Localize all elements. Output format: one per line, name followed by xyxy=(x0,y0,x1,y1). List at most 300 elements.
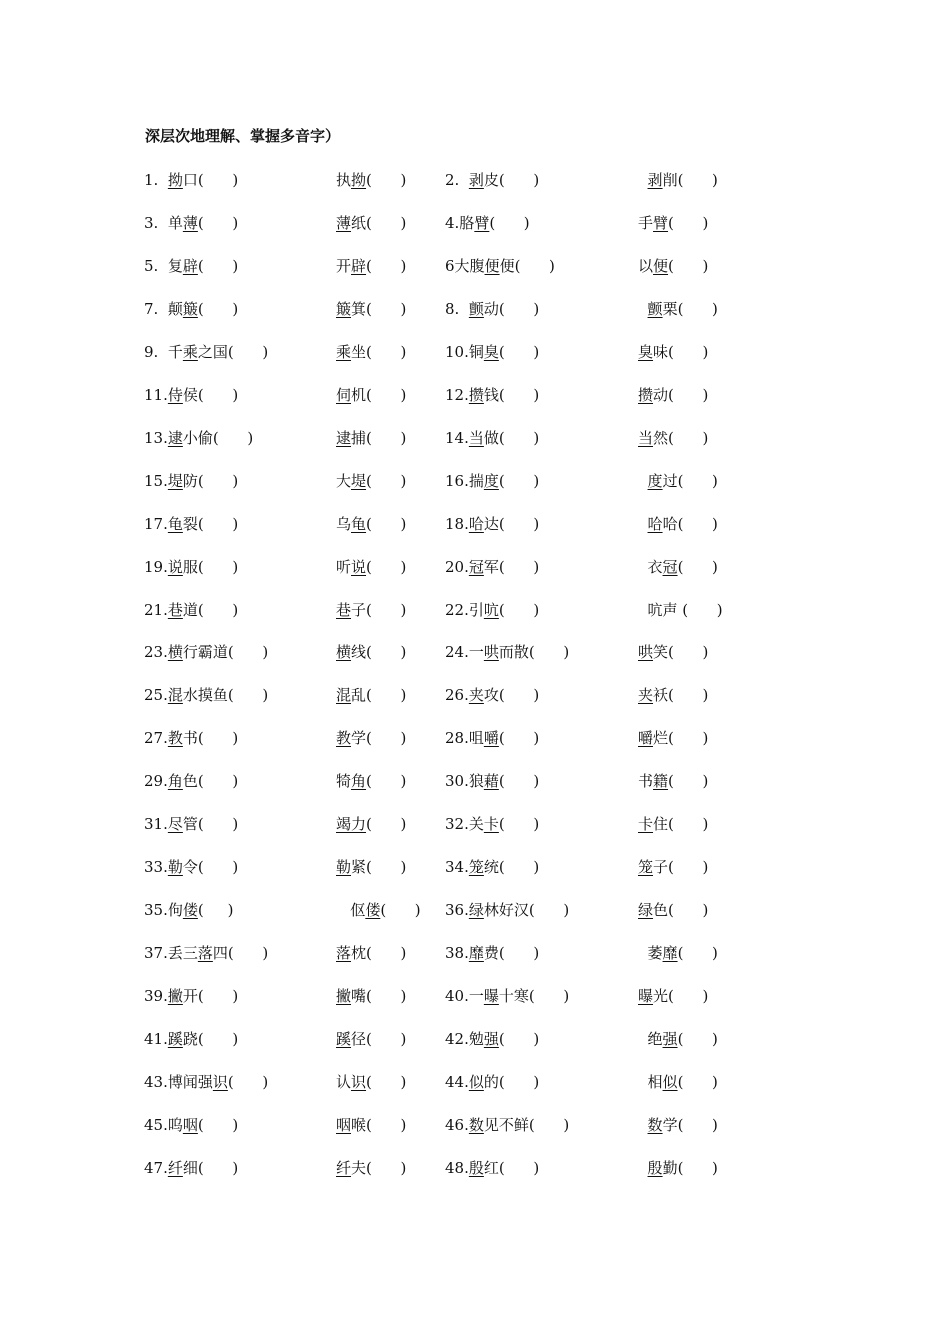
polyphone-char: 攒 xyxy=(468,385,484,404)
word-item xyxy=(336,298,406,320)
word-suffix-blank: ( ) xyxy=(498,342,540,361)
word-prefix xyxy=(638,300,648,318)
word-item xyxy=(445,641,569,663)
polyphone-char: 拗 xyxy=(351,171,367,189)
word-suffix-blank: 动( ) xyxy=(483,299,540,318)
word-prefix: 47. xyxy=(144,1158,168,1177)
word-suffix-blank: ( ) xyxy=(498,815,540,834)
exercise-row xyxy=(0,341,950,365)
word-prefix xyxy=(638,171,648,189)
word-item xyxy=(638,641,708,663)
word-suffix-blank: 勤( ) xyxy=(662,1158,718,1177)
polyphone-char: 落 xyxy=(336,944,352,963)
word-prefix: 绝 xyxy=(638,1030,663,1048)
word-suffix-blank: 书( ) xyxy=(182,729,239,748)
word-suffix-blank: 捕( ) xyxy=(351,428,407,447)
polyphone-char: 数 xyxy=(468,1115,484,1134)
polyphone-char: 混 xyxy=(167,686,183,705)
word-suffix-blank: 四( ) xyxy=(212,944,269,963)
word-item xyxy=(445,727,539,749)
word-suffix-blank: 费( ) xyxy=(483,944,540,963)
polyphone-char: 辟 xyxy=(351,256,367,275)
word-prefix: 26. xyxy=(445,686,469,705)
word-prefix: 16.揣 xyxy=(445,471,484,490)
word-item xyxy=(445,1028,539,1050)
word-item xyxy=(144,727,238,749)
word-prefix: 5. 复 xyxy=(144,256,183,275)
word-suffix-blank: 钱( ) xyxy=(483,385,540,404)
word-item xyxy=(638,255,708,277)
polyphone-char: 颤 xyxy=(647,299,663,318)
word-suffix-blank: 光( ) xyxy=(653,987,709,1006)
word-suffix-blank: 味( ) xyxy=(653,342,709,361)
word-item xyxy=(638,341,708,363)
word-item xyxy=(144,1157,238,1179)
word-suffix-blank: 林好汉( ) xyxy=(483,901,570,920)
polyphone-char: 似 xyxy=(468,1072,484,1091)
polyphone-char: 撇 xyxy=(167,987,183,1006)
word-item xyxy=(445,556,539,578)
word-item xyxy=(336,1157,406,1179)
word-item xyxy=(638,384,708,406)
word-item xyxy=(336,985,406,1007)
polyphone-char: 薄 xyxy=(182,213,198,232)
polyphone-char: 蹊 xyxy=(167,1030,183,1048)
word-suffix-blank: ( ) xyxy=(380,901,421,920)
word-prefix: 9. 千 xyxy=(144,342,183,361)
word-item xyxy=(638,770,708,792)
word-item xyxy=(638,684,708,706)
word-suffix-blank: 紧( ) xyxy=(351,858,407,877)
word-suffix-blank: 的( ) xyxy=(483,1072,540,1091)
word-suffix-blank: ( ) xyxy=(197,901,234,920)
polyphone-char: 堤 xyxy=(351,471,367,490)
word-prefix: 32.关 xyxy=(445,815,484,834)
word-prefix: 24.一 xyxy=(445,643,484,662)
word-suffix-blank: 十寒( ) xyxy=(498,987,570,1006)
word-suffix-blank: 之国( ) xyxy=(197,342,269,361)
polyphone-char: 侍 xyxy=(167,385,183,404)
word-suffix-blank: ( ) xyxy=(366,514,407,533)
polyphone-char: 哄 xyxy=(638,643,654,662)
polyphone-char: 龟 xyxy=(167,514,183,533)
polyphone-char: 笼 xyxy=(638,858,654,877)
exercise-row xyxy=(0,899,950,923)
word-suffix-blank: 乱( ) xyxy=(351,686,407,705)
word-prefix: 执 xyxy=(336,171,352,189)
polyphone-char: 混 xyxy=(336,686,352,705)
word-suffix-blank: 色( ) xyxy=(182,772,239,791)
polyphone-char: 殷 xyxy=(468,1158,484,1177)
word-prefix: 35.佝 xyxy=(144,901,183,920)
polyphone-char: 靡 xyxy=(468,944,484,963)
exercise-row xyxy=(0,255,950,279)
word-item xyxy=(638,212,708,234)
word-prefix xyxy=(638,1159,648,1177)
word-prefix: 相 xyxy=(638,1072,663,1091)
polyphone-char: 便 xyxy=(653,256,669,275)
word-item xyxy=(144,985,238,1007)
word-item xyxy=(336,384,406,406)
polyphone-char: 曝 xyxy=(638,987,654,1006)
polyphone-char: 辟 xyxy=(182,256,198,275)
polyphone-char: 强 xyxy=(662,1030,678,1048)
word-suffix-blank: ( ) xyxy=(498,772,540,791)
word-item xyxy=(144,427,253,449)
polyphone-char: 靡 xyxy=(662,944,678,963)
word-suffix-blank: 便( ) xyxy=(499,256,555,275)
word-item xyxy=(144,298,238,320)
word-suffix-blank: ( ) xyxy=(498,471,540,490)
word-item xyxy=(336,684,406,706)
word-item xyxy=(336,341,406,363)
word-suffix-blank: ( ) xyxy=(366,1072,407,1091)
word-prefix: 大 xyxy=(336,471,352,490)
word-prefix: 8. xyxy=(445,299,469,318)
word-suffix-blank: 小偷( ) xyxy=(182,428,254,447)
word-prefix: 23. xyxy=(144,643,168,662)
polyphone-char: 乘 xyxy=(336,342,352,361)
word-suffix-blank: 学( ) xyxy=(351,729,407,748)
word-prefix: 手 xyxy=(638,213,654,232)
word-item xyxy=(445,470,539,492)
word-item xyxy=(144,513,238,535)
word-suffix-blank: 坐( ) xyxy=(351,342,407,361)
word-item xyxy=(144,770,238,792)
word-item xyxy=(144,856,238,878)
word-suffix-blank: 见不鲜( ) xyxy=(483,1115,570,1134)
polyphone-char: 当 xyxy=(638,428,654,447)
word-suffix-blank: ( ) xyxy=(366,772,407,791)
word-item xyxy=(445,942,539,964)
word-item xyxy=(336,427,406,449)
word-suffix-blank: 削( ) xyxy=(662,171,718,189)
word-prefix: 42.勉 xyxy=(445,1030,484,1048)
polyphone-char: 巷 xyxy=(336,600,352,619)
polyphone-char: 哈 xyxy=(468,514,484,533)
polyphone-char: 剥 xyxy=(468,171,484,189)
word-item xyxy=(445,899,569,921)
word-suffix-blank: 然( ) xyxy=(653,428,709,447)
word-item xyxy=(336,1028,406,1050)
word-item xyxy=(144,942,268,964)
word-prefix: 4.胳 xyxy=(445,213,475,232)
word-item xyxy=(144,556,238,578)
word-prefix: 29. xyxy=(144,772,168,791)
exercise-row xyxy=(0,470,950,494)
word-prefix: 以 xyxy=(638,256,654,275)
word-item xyxy=(336,727,406,749)
word-prefix: 25. xyxy=(144,686,168,705)
polyphone-char: 偻 xyxy=(365,901,381,920)
word-suffix-blank: ( ) xyxy=(366,815,407,834)
word-suffix-blank: ( ) xyxy=(668,256,709,275)
word-prefix xyxy=(638,515,648,533)
polyphone-char: 说 xyxy=(351,557,367,576)
word-suffix-blank: 子( ) xyxy=(653,858,709,877)
word-item xyxy=(638,1114,718,1136)
polyphone-char: 横 xyxy=(336,643,352,662)
exercise-row xyxy=(0,942,950,966)
word-prefix: 衣 xyxy=(638,557,663,576)
polyphone-char: 逮 xyxy=(336,428,352,447)
polyphone-char: 臭 xyxy=(638,342,654,361)
word-prefix: 犄 xyxy=(336,772,352,791)
word-suffix-blank: 口( ) xyxy=(182,171,239,189)
exercise-row xyxy=(0,1157,950,1181)
word-item xyxy=(445,298,539,320)
word-prefix: 乌 xyxy=(336,514,352,533)
word-suffix-blank: 哈( ) xyxy=(662,514,718,533)
word-suffix-blank: 行霸道( ) xyxy=(182,643,269,662)
word-suffix-blank: 令( ) xyxy=(182,858,239,877)
word-item xyxy=(638,1028,718,1050)
word-suffix-blank: 服( ) xyxy=(182,557,239,576)
polyphone-char: 堤 xyxy=(167,471,183,490)
polyphone-char: 伺 xyxy=(336,385,352,404)
exercise-row xyxy=(0,427,950,451)
word-prefix xyxy=(638,1116,648,1134)
word-suffix-blank: ( ) xyxy=(366,471,407,490)
word-prefix: 15. xyxy=(144,471,168,490)
word-suffix-blank: 住( ) xyxy=(653,815,709,834)
word-item xyxy=(445,1157,539,1179)
word-prefix: 2. xyxy=(445,171,469,189)
polyphone-char: 教 xyxy=(336,729,352,748)
word-suffix-blank: 过( ) xyxy=(662,471,718,490)
word-prefix: 19. xyxy=(144,557,168,576)
polyphone-char: 咽 xyxy=(336,1115,352,1134)
exercise-row xyxy=(0,641,950,665)
word-item xyxy=(445,856,539,878)
word-suffix-blank: 夫( ) xyxy=(351,1158,407,1177)
polyphone-char: 逮 xyxy=(167,428,183,447)
word-prefix: 10.铜 xyxy=(445,342,484,361)
word-suffix-blank: 攻( ) xyxy=(483,686,540,705)
word-item xyxy=(144,212,238,234)
word-item xyxy=(638,513,718,535)
polyphone-char: 卡 xyxy=(638,815,654,834)
word-item xyxy=(445,212,530,234)
word-item xyxy=(144,813,238,835)
word-item xyxy=(638,899,708,921)
word-prefix: 吭声 ( ) xyxy=(638,600,723,619)
exercise-row xyxy=(0,1028,950,1052)
polyphone-char: 绿 xyxy=(638,901,654,920)
word-item xyxy=(144,899,233,921)
word-prefix: 12. xyxy=(445,385,469,404)
word-suffix-blank: 线( ) xyxy=(351,643,407,662)
word-prefix: 6大腹 xyxy=(445,256,485,275)
word-item xyxy=(336,1114,406,1136)
polyphone-char: 臭 xyxy=(483,342,499,361)
polyphone-char: 薄 xyxy=(336,213,352,232)
word-suffix-blank: ( ) xyxy=(498,600,540,619)
word-item xyxy=(638,169,718,191)
word-suffix-blank: 防( ) xyxy=(182,471,239,490)
word-prefix: 46. xyxy=(445,1115,469,1134)
polyphone-char: 巷 xyxy=(167,600,183,619)
word-prefix: 45.呜 xyxy=(144,1115,183,1134)
word-suffix-blank: ( ) xyxy=(677,557,718,576)
polyphone-char: 嚼 xyxy=(638,729,654,748)
word-suffix-blank: 红( ) xyxy=(483,1158,540,1177)
word-suffix-blank: 达( ) xyxy=(483,514,540,533)
word-prefix: 11. xyxy=(144,385,168,404)
word-suffix-blank: ( ) xyxy=(668,213,709,232)
polyphone-char: 尽 xyxy=(167,815,183,834)
polyphone-char: 籍 xyxy=(653,772,669,791)
word-prefix: 书 xyxy=(638,772,654,791)
polyphone-char: 度 xyxy=(647,471,663,490)
word-item xyxy=(445,684,539,706)
word-suffix-blank: ( ) xyxy=(668,772,709,791)
word-suffix-blank: 纸( ) xyxy=(351,213,407,232)
exercise-row xyxy=(0,298,950,322)
polyphone-char: 嚼 xyxy=(483,729,499,748)
word-suffix-blank: 径( ) xyxy=(351,1030,407,1048)
polyphone-char: 咽 xyxy=(182,1115,198,1134)
exercise-row xyxy=(0,985,950,1009)
word-item xyxy=(638,556,718,578)
exercise-row xyxy=(0,770,950,794)
word-item xyxy=(638,942,718,964)
word-item xyxy=(336,255,406,277)
word-item xyxy=(445,813,539,835)
polyphone-char: 角 xyxy=(167,772,183,791)
word-prefix xyxy=(638,472,648,490)
word-item xyxy=(336,212,406,234)
word-prefix: 36. xyxy=(445,901,469,920)
polyphone-char: 度 xyxy=(483,471,499,490)
exercise-row xyxy=(0,513,950,537)
polyphone-char: 夹 xyxy=(638,686,654,705)
exercise-row xyxy=(0,856,950,880)
polyphone-char: 殷 xyxy=(647,1158,663,1177)
word-suffix-blank: 而散( ) xyxy=(498,643,570,662)
polyphone-char: 颤 xyxy=(468,299,484,318)
polyphone-char: 勒 xyxy=(336,858,352,877)
word-prefix: 14. xyxy=(445,428,469,447)
word-suffix-blank: ( ) xyxy=(489,213,530,232)
word-prefix: 44. xyxy=(445,1072,469,1091)
word-item xyxy=(144,169,238,191)
polyphone-char: 落 xyxy=(197,944,213,963)
word-prefix: 1. xyxy=(144,171,168,189)
word-item xyxy=(336,169,406,191)
word-suffix-blank: ( ) xyxy=(677,944,718,963)
word-suffix-blank: ( ) xyxy=(197,299,239,318)
polyphone-char: 哈 xyxy=(647,514,663,533)
word-prefix: 18. xyxy=(445,514,469,533)
polyphone-char: 横 xyxy=(167,643,183,662)
word-item xyxy=(144,641,268,663)
word-prefix: 开 xyxy=(336,256,352,275)
word-suffix-blank: 管( ) xyxy=(182,815,239,834)
polyphone-char: 绿 xyxy=(468,901,484,920)
word-suffix-blank: 机( ) xyxy=(351,385,407,404)
exercise-row xyxy=(0,599,950,623)
word-suffix-blank: ( ) xyxy=(677,1030,718,1048)
polyphone-char: 笼 xyxy=(468,858,484,877)
polyphone-char: 蹊 xyxy=(336,1030,352,1048)
word-suffix-blank: 子( ) xyxy=(351,600,407,619)
word-suffix-blank: 色( ) xyxy=(653,901,709,920)
word-prefix: 27. xyxy=(144,729,168,748)
word-item xyxy=(144,470,238,492)
word-suffix-blank: 道( ) xyxy=(182,600,239,619)
exercise-row xyxy=(0,684,950,708)
word-prefix: 40.一 xyxy=(445,987,484,1006)
polyphone-char: 卡 xyxy=(483,815,499,834)
word-item xyxy=(144,1114,238,1136)
polyphone-char: 攒 xyxy=(638,385,654,404)
word-prefix: 48. xyxy=(445,1158,469,1177)
exercise-row xyxy=(0,813,950,837)
word-item xyxy=(144,684,268,706)
polyphone-char: 勒 xyxy=(167,858,183,877)
word-item xyxy=(638,298,718,320)
polyphone-char: 竭力 xyxy=(336,815,367,834)
polyphone-char: 角 xyxy=(351,772,367,791)
polyphone-char: 数 xyxy=(647,1115,663,1134)
word-suffix-blank: 裂( ) xyxy=(182,514,239,533)
word-suffix-blank: 枕( ) xyxy=(351,944,407,963)
word-suffix-blank: 跷( ) xyxy=(182,1030,239,1048)
word-item xyxy=(336,770,406,792)
page-title: 深层次地理解、掌握多音字） xyxy=(145,127,341,145)
word-prefix: 听 xyxy=(336,557,352,576)
word-item xyxy=(336,556,406,578)
word-item xyxy=(336,899,421,921)
word-prefix: 17. xyxy=(144,514,168,533)
word-prefix: 41. xyxy=(144,1030,168,1048)
polyphone-char: 臂 xyxy=(474,213,490,232)
polyphone-char: 乘 xyxy=(182,342,198,361)
word-item xyxy=(638,470,718,492)
polyphone-char: 龟 xyxy=(351,514,367,533)
word-prefix: 31. xyxy=(144,815,168,834)
word-suffix-blank: 袄( ) xyxy=(653,686,709,705)
polyphone-char: 拗 xyxy=(167,171,183,189)
word-item xyxy=(144,1028,238,1050)
word-prefix: 38. xyxy=(445,944,469,963)
word-item xyxy=(336,856,406,878)
word-suffix-blank: 统( ) xyxy=(483,858,540,877)
word-suffix-blank: 嘴( ) xyxy=(351,987,407,1006)
polyphone-char: 当 xyxy=(468,428,484,447)
word-prefix: 认 xyxy=(336,1072,352,1091)
word-item xyxy=(638,599,723,621)
polyphone-char: 冠 xyxy=(662,557,678,576)
polyphone-char: 纤 xyxy=(336,1158,352,1177)
polyphone-char: 便 xyxy=(484,256,500,275)
word-item xyxy=(638,427,708,449)
word-item xyxy=(445,1071,539,1093)
word-prefix: 伛 xyxy=(336,901,366,920)
polyphone-char: 夹 xyxy=(468,686,484,705)
word-suffix-blank: ( ) xyxy=(366,171,407,189)
polyphone-char: 纤 xyxy=(167,1158,183,1177)
word-suffix-blank: ( ) xyxy=(677,1072,718,1091)
polyphone-char: 识 xyxy=(212,1072,228,1091)
word-prefix: 20. xyxy=(445,557,469,576)
word-item xyxy=(445,599,539,621)
word-item xyxy=(336,641,406,663)
word-item xyxy=(336,1071,406,1093)
word-item xyxy=(144,1071,268,1093)
word-suffix-blank: 水摸鱼( ) xyxy=(182,686,269,705)
